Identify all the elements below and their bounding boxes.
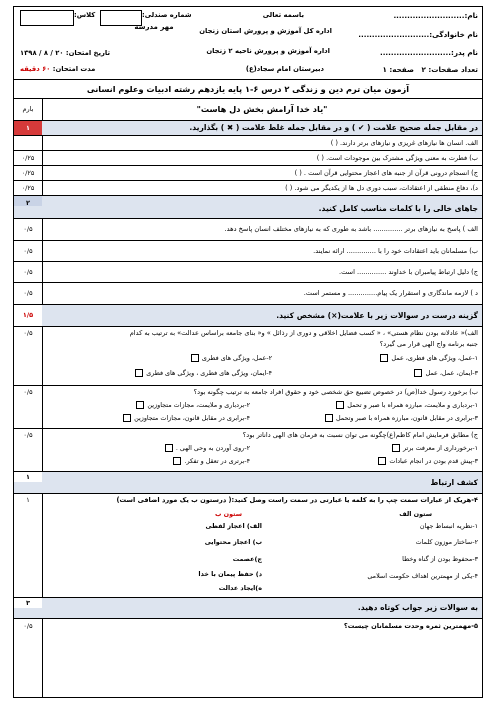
s3a-option-1[interactable]: ۱-عمل، ویژگی های فطری، عمل [377, 354, 478, 362]
section-5-title: به سوالات زیر جواب کوتاه دهید. [357, 603, 478, 612]
checkbox-icon[interactable] [191, 354, 199, 362]
s3b-option-4[interactable]: ۴-برابری در مقابل قانون، مجازات متجاوزین [120, 414, 250, 422]
checkbox-icon[interactable] [325, 414, 333, 422]
org-line-2: اداره آموزش و پرورش ناحیه ۲ زنجان [206, 47, 330, 55]
s3b-option-3[interactable]: ۳-برابری در مقابل قانون، مبارزه همراه با صبر وتحمل [322, 414, 478, 422]
section-1-header [14, 121, 482, 136]
section-1-title: در مقابل جمله صحیح علامت ( ✔ ) و در مقابل جمله غلط علامت ( ✖ ) بگذارید. [189, 123, 478, 132]
s3b-option-1[interactable]: ۱-بردباری و ملایمت، مبارزه همراه با صبر و تحمل [333, 401, 478, 409]
s2-item-a: ۰/۵ الف ) پاسخ به نیازهای برتر .............. باشد به طوری که به نیازهای مختلف انسان پاسخ دهد. [14, 219, 482, 241]
column-a-header: ستون الف [399, 510, 432, 518]
checkbox-icon[interactable] [136, 401, 144, 409]
checkbox-icon[interactable] [392, 444, 400, 452]
s3a-option-2[interactable]: ۲-عمل، ویژگی های فطری [188, 354, 272, 362]
section-4-title: کشف ارتباط [430, 478, 478, 487]
seat-label: شماره صندلی: [142, 11, 192, 19]
school-stamp: مهر مدرسه [134, 23, 174, 31]
checkbox-icon[interactable] [336, 401, 344, 409]
col-a-item-4: ۴-یکی از مهمترین اهداف حکومت اسلامی [367, 572, 478, 580]
s1-item-b: ۰/۲۵ ب) فطرت به معنی ویژگی مشترک بین موجودات است. ( ) [14, 151, 482, 166]
s3c-option-2[interactable]: ۲-روی آوردن به وحی الهی . [162, 444, 250, 452]
father-field: نام پدر:.......................... [379, 48, 478, 57]
s5-question: ۰/۵ ۵-مهمترین ثمره وحدت مسلمانان چیست؟ [23, 622, 478, 630]
section-3-header [14, 305, 482, 327]
score-header: بارم [22, 105, 34, 113]
s1-item-a: الف. انسان ها نیازهای غریزی و نیازهای برتر دارند. ( ) [14, 136, 482, 151]
checkbox-icon[interactable] [123, 414, 131, 422]
org-line-1: اداره کل آموزش و پرورش استان زنجان [199, 27, 332, 35]
school-name: دبیرستان امام سجاد(ع) [245, 65, 324, 73]
checkbox-icon[interactable] [173, 457, 181, 465]
col-a-item-3: ۳-محفوظ بودن از گناه وخطا [402, 555, 478, 563]
s3-question-c: ۰/۵ ج) مطابق فرمایش امام کاظم(ع)چگونه می توان نسبت به فرمان های الهی داناتر بود؟ ۱-برخورداری از معرفت برتر ۲-روی آوردن به وحی الهی . ۳-پیش قدم بودن در انجام عبادات ۴-برتری در تعقل و تفکر. [14, 429, 482, 472]
checkbox-icon[interactable] [414, 369, 422, 377]
s4-intro: ۴-هریک از عبارات سمت چپ را به کلمه یا عبارتی در سمت راست وصل کنید:( درستون ب یک مورد اضافی است) [116, 496, 478, 504]
exam-duration: مدت امتحان: ۶۰ دقیقه [20, 65, 96, 73]
family-field: نام خانوادگی:.......................... [358, 30, 478, 39]
column-b-header: ستون ب [214, 510, 242, 518]
col-a-item-1: ۱-نظریه انبساط جهان [419, 522, 478, 530]
s2-item-d: ۰/۵ د ) لازمه ماندگاری و استقرار یک پیام.............. و مستمر است. [14, 283, 482, 305]
section-4-score: ۱ [14, 472, 42, 482]
checkbox-icon[interactable] [165, 444, 173, 452]
section-4-header [14, 472, 482, 494]
section-2-title: جاهای خالی را با کلمات مناسب کامل کنید. [318, 204, 478, 213]
section-3-title: گزینه درست در سوالات زیر با علامت(×) مشخص کنید. [276, 311, 478, 320]
s3a-option-4[interactable]: ۴-ایمان، ویژگی های فطری ، ویژگی های فطری [132, 369, 272, 377]
exam-title: آزمون میان ترم دین و زندگی ۲ درس ۶-۱ پایه یازدهم رشته ادبیات وعلوم انسانی [14, 80, 482, 99]
section-1-score: ۱ [14, 121, 42, 135]
s3c-option-3[interactable]: ۳-پیش قدم بودن در انجام عبادات [375, 457, 478, 465]
class-box[interactable] [20, 10, 74, 26]
section-2-score: ۲ [14, 196, 42, 206]
s2-item-b: ۰/۵ ب) مسلمانان باید اعتقادات خود را با .............. ارائه نمایند. [14, 241, 482, 262]
col-b-item-3: ج)عصمت [232, 555, 262, 563]
motto: "یاد خدا آرامش بخش دل هاست" [196, 104, 328, 114]
col-a-item-2: ۲-ساختار موزون کلمات [415, 538, 478, 546]
s3-question-a: ۰/۵ الف)« عادلانه بودن نظام هستی» ، « کسب فضایل اخلاقی و دوری از رذائل » و« بنای جامعه براساس عدالت» به ترتیب به کدام جنبه برنامه واج الهی قرار می گیرد؟ ۱-عمل، ویژگی های فطری، عمل ۲-عمل، ویژگی های فطری ۳-ایمان، عمل، عمل ۴-ایمان، ویژگی های فطری ، ویژگی های فطری [14, 327, 482, 386]
s3c-option-4[interactable]: ۴-برتری در تعقل و تفکر. [170, 457, 250, 465]
section-3-score: ۱/۵ [14, 305, 42, 326]
exam-page [13, 6, 483, 698]
s1-item-c: ۰/۲۵ ج) انسجام درونی قرآن از جنبه های اعجاز محتوایی قرآن است . ( ) [14, 166, 482, 181]
s3b-option-2[interactable]: ۲-بردباری و ملایمت، مجازات متجاوزین [133, 401, 250, 409]
checkbox-icon[interactable] [378, 457, 386, 465]
class-label: کلاس: [74, 11, 96, 19]
section-5-score: ۳ [14, 598, 42, 608]
s3a-option-3[interactable]: ۳-ایمان، عمل، عمل [411, 369, 478, 377]
s4-matching: ۱ ۴-هریک از عبارات سمت چپ را به کلمه یا عبارتی در سمت راست وصل کنید:( درستون ب یک مورد اضافی است) ستون الف ستون ب ۱-نظریه انبساط جهان ۲-ساختار موزون کلمات ۳-محفوظ بودن از گناه وخطا ۴-یکی از مهمترین اهداف حکومت اسلامی الف) اعجاز لفظی ب) اعجاز محتوایی ج)عصمت د) حفظ پیمان با خدا ه)ایجاد عدالت [14, 494, 482, 598]
bismillah: باسمه تعالی [262, 11, 304, 19]
pages-info: تعداد صفحات: ۲ صفحه: ۱ [382, 65, 478, 74]
section-5-header [14, 598, 482, 619]
exam-body [14, 98, 482, 697]
checkbox-icon[interactable] [380, 354, 388, 362]
exam-header [14, 7, 482, 80]
s1-item-d: ۰/۲۵ د)، دفاع منطقی از اعتقادات، سبب دوری دل ها از یکدیگر می شود. ( ) [14, 181, 482, 196]
col-b-item-5: ه)ایجاد عدالت [218, 584, 262, 592]
checkbox-icon[interactable] [135, 369, 143, 377]
s2-item-c: ۰/۵ ج) دلیل ارتباط پیامبران با خداوند .............. است. [14, 262, 482, 283]
motto-row [14, 98, 482, 121]
section-2-header [14, 196, 482, 219]
s3c-option-1[interactable]: ۱-برخورداری از معرفت برتر [389, 444, 478, 452]
col-b-item-4: د) حفظ پیمان با خدا [198, 570, 262, 578]
col-b-item-2: ب) اعجاز محتوایی [204, 538, 262, 546]
exam-date: تاریخ امتحان: ۲۰ / ۸ / ۱۳۹۸ [20, 49, 111, 57]
s3-question-b: ۰/۵ ب) برخورد رسول خدا(ص) در خصوص تضییع حق شخصی خود و حقوق افراد جامعه به ترتیب چگونه بود؟ ۱-بردباری و ملایمت، مبارزه همراه با صبر و تحمل ۲-بردباری و ملایمت، مجازات متجاوزین ۳-برابری در مقابل قانون، مبارزه همراه با صبر وتحمل ۴-برابری در مقابل قانون، مجازات متجاوزین [14, 386, 482, 429]
name-field: نام:.......................... [393, 11, 478, 20]
col-b-item-1: الف) اعجاز لفظی [205, 522, 262, 530]
